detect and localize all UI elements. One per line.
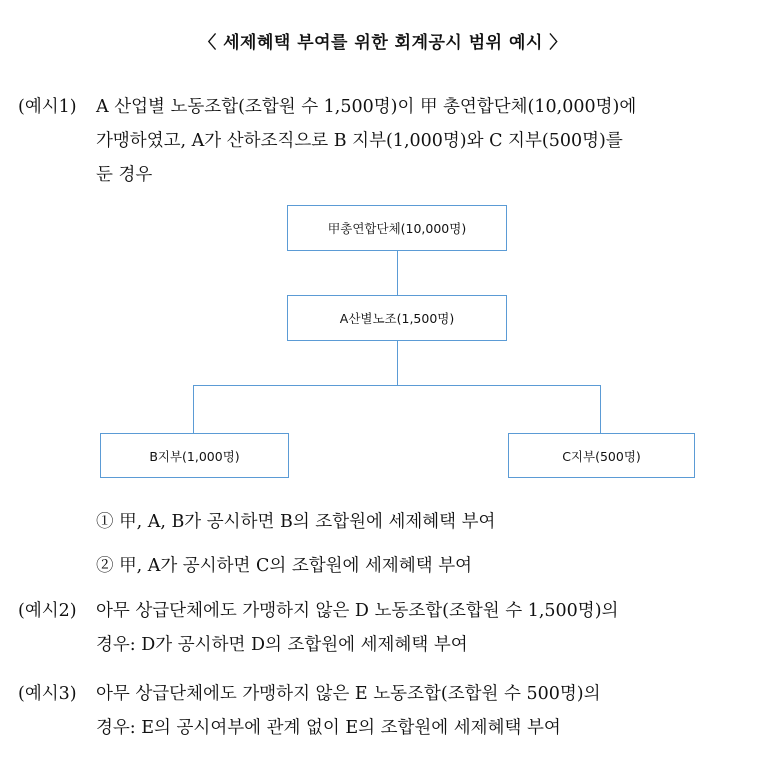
example-2-label: (예시2) [18, 601, 77, 621]
org-box-right: C지부(500명) [508, 433, 695, 478]
connector-top-middle [397, 250, 398, 295]
example-3-line-2: 경우: E의 공시여부에 관계 없이 E의 조합원에 세제혜택 부여 [96, 718, 561, 738]
org-box-top: 甲총연합단체(10,000명) [287, 205, 507, 251]
example-3-label: (예시3) [18, 684, 77, 704]
item-2: ② 甲, A가 공시하면 C의 조합원에 세제혜택 부여 [96, 556, 473, 576]
connector-horizontal [193, 385, 600, 386]
connector-middle-down [397, 340, 398, 386]
org-box-middle: A산별노조(1,500명) [287, 295, 507, 341]
example-1-line-3: 둔 경우 [96, 165, 153, 185]
example-2-line-1: 아무 상급단체에도 가맹하지 않은 D 노동조합(조합원 수 1,500명)의 [96, 601, 619, 621]
item-1: ① 甲, A, B가 공시하면 B의 조합원에 세제혜택 부여 [96, 512, 496, 532]
example-1-line-1: A 산업별 노동조합(조합원 수 1,500명)이 甲 총연합단체(10,000명)에 [96, 97, 637, 117]
connector-right-down [600, 385, 601, 433]
example-2-line-2: 경우: D가 공시하면 D의 조합원에 세제혜택 부여 [96, 635, 468, 655]
example-3-line-1: 아무 상급단체에도 가맹하지 않은 E 노동조합(조합원 수 500명)의 [96, 684, 601, 704]
page-title: 〈 세제혜택 부여를 위한 회계공시 범위 예시 〉 [199, 33, 567, 53]
connector-left-down [193, 385, 194, 433]
example-1-line-2: 가맹하였고, A가 산하조직으로 B 지부(1,000명)와 C 지부(500명)를 [96, 131, 623, 151]
example-1-label: (예시1) [18, 97, 77, 117]
org-box-left: B지부(1,000명) [100, 433, 289, 478]
